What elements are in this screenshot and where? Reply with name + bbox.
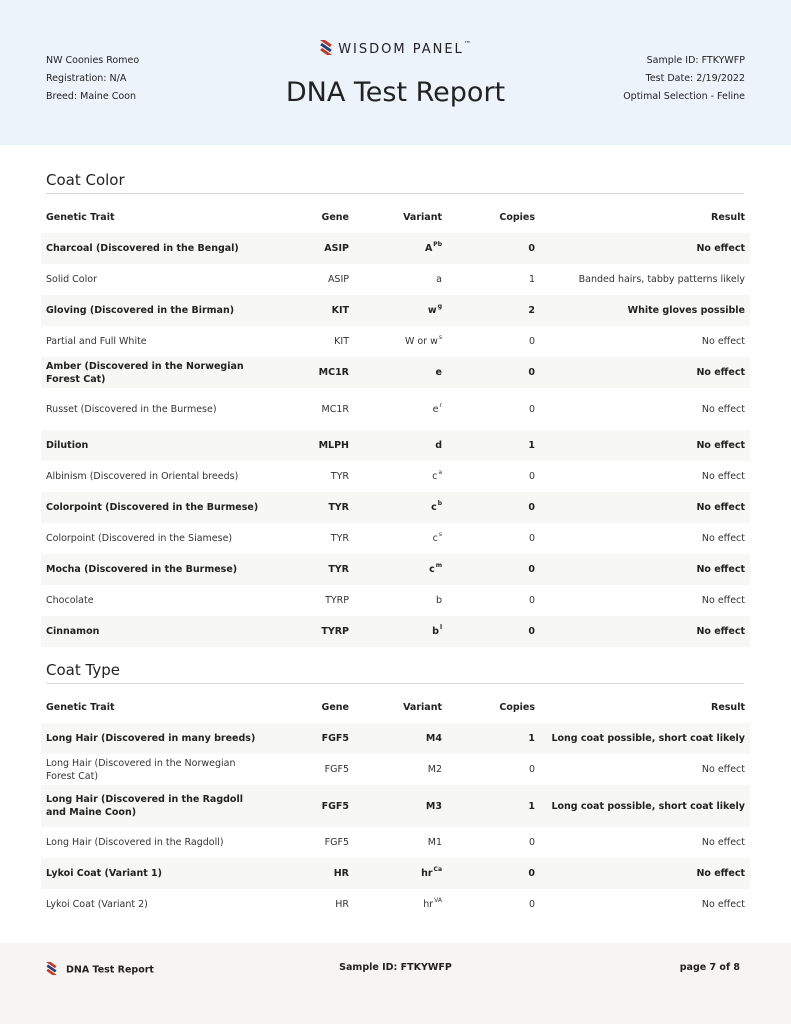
table-row (41, 295, 750, 326)
variant-superscript: l (439, 624, 442, 631)
table-row (41, 754, 750, 785)
variant-superscript: r (439, 401, 442, 409)
variant-cell (349, 754, 442, 785)
copies-text: 1 (528, 274, 535, 285)
gene-cell (259, 295, 349, 326)
gene-cell (259, 585, 349, 616)
gene-cell (259, 233, 349, 264)
variant-text: b (432, 626, 439, 637)
variant-text: d (435, 440, 442, 451)
table-row (41, 585, 750, 616)
trait-cell (41, 585, 259, 616)
header-copies: Copies (499, 212, 535, 223)
gene-cell (259, 723, 349, 754)
table-row (41, 233, 750, 264)
copies-cell (442, 326, 535, 357)
variant-text: hr (423, 899, 434, 910)
variant-cell (349, 523, 442, 554)
gene-text: MLPH (318, 440, 349, 451)
variant-text: a (436, 274, 442, 285)
table-row (41, 326, 750, 357)
trait-cell (41, 889, 259, 920)
trait-text: Long Hair (Discovered in the Norwegian Forest Cat) (46, 757, 236, 782)
variant-text: e (432, 403, 439, 415)
gene-text: MC1R (321, 403, 349, 415)
gene-cell (259, 264, 349, 295)
variant-text: c (429, 564, 435, 575)
result-cell (535, 785, 750, 827)
variant-text: M2 (427, 764, 442, 775)
variant-cell (349, 723, 442, 754)
variant-cell (349, 461, 442, 492)
copies-cell (442, 889, 535, 920)
copies-cell (442, 585, 535, 616)
variant-cell (349, 585, 442, 616)
gene-text: ASIP (324, 243, 349, 254)
trait-cell (41, 858, 259, 889)
gene-text: FGF5 (324, 837, 349, 848)
wisdom-panel-logo-icon (320, 40, 332, 59)
table-row (41, 357, 750, 388)
footer-page-number: page 7 of 8 (679, 962, 740, 973)
result-cell (535, 492, 750, 523)
result-cell (535, 858, 750, 889)
cat-name: NW Coonies Romeo (46, 55, 140, 66)
registration: Registration: N/A (46, 73, 127, 84)
trait-text: Partial and Full White (46, 336, 147, 347)
gene-cell (259, 357, 349, 388)
trait-text: Lykoi Coat (Variant 1) (46, 868, 163, 879)
gene-text: TYR (328, 564, 349, 575)
trait-text: Chocolate (46, 595, 94, 606)
variant-superscript: a (438, 469, 442, 476)
brand-name: WISDOM PANEL (338, 42, 464, 57)
header-variant: Variant (403, 702, 442, 713)
result-text: No effect (701, 899, 745, 910)
result-cell (535, 430, 750, 461)
variant-text: A (424, 243, 433, 254)
gene-text: ASIP (327, 274, 349, 285)
variant-text: M4 (425, 733, 442, 744)
copies-cell (442, 295, 535, 326)
result-cell (535, 827, 750, 858)
gene-text: TYR (330, 533, 349, 544)
table-row (41, 461, 750, 492)
result-text: No effect (696, 626, 745, 637)
result-cell (535, 388, 750, 430)
copies-text: 0 (528, 471, 535, 482)
copies-cell (442, 461, 535, 492)
result-text: No effect (701, 533, 745, 544)
result-text: Banded hairs, tabby patterns likely (578, 274, 745, 285)
copies-text: 0 (528, 868, 535, 879)
variant-text: M1 (427, 837, 442, 848)
report-header (0, 0, 791, 145)
gene-text: FGF5 (321, 800, 349, 812)
variant-cell (349, 357, 442, 388)
result-text: White gloves possible (627, 305, 745, 316)
result-text: No effect (696, 367, 745, 378)
copies-cell (442, 233, 535, 264)
copies-text: 1 (528, 733, 535, 744)
coat-type-title: Coat Type (46, 661, 744, 684)
gene-text: FGF5 (324, 764, 349, 775)
variant-cell (349, 827, 442, 858)
trait-cell (41, 754, 259, 785)
trait-text: Russet (Discovered in the Burmese) (46, 403, 217, 415)
result-text: No effect (696, 868, 745, 879)
trait-cell (41, 388, 259, 430)
result-cell (535, 554, 750, 585)
gene-cell (259, 889, 349, 920)
gene-cell (259, 388, 349, 430)
variant-cell (349, 430, 442, 461)
result-cell (535, 264, 750, 295)
trait-cell (41, 523, 259, 554)
trait-cell (41, 554, 259, 585)
result-text: No effect (696, 243, 745, 254)
gene-text: MC1R (318, 367, 349, 378)
variant-cell (349, 264, 442, 295)
trait-text: Charcoal (Discovered in the Bengal) (46, 243, 239, 254)
sample-id: Sample ID: FTKYWFP (646, 55, 745, 66)
sample-info (623, 52, 745, 106)
table-row (41, 616, 750, 647)
result-cell (535, 585, 750, 616)
result-text: No effect (696, 564, 745, 575)
gene-cell (259, 326, 349, 357)
variant-cell (349, 554, 442, 585)
variant-text: b (435, 595, 442, 606)
variant-cell (349, 858, 442, 889)
table-row (41, 430, 750, 461)
gene-text: KIT (334, 336, 349, 347)
trait-cell (41, 492, 259, 523)
header-gene: Gene (321, 702, 349, 713)
copies-text: 0 (528, 837, 535, 848)
trait-text: Amber (Discovered in the Norwegian Forest Cat) (46, 360, 244, 385)
result-text: No effect (701, 595, 745, 606)
gene-cell (259, 492, 349, 523)
copies-text: 1 (528, 800, 535, 812)
result-cell (535, 754, 750, 785)
result-cell (535, 326, 750, 357)
gene-cell (259, 523, 349, 554)
variant-cell (349, 326, 442, 357)
table-row (41, 889, 750, 920)
trait-text: Colorpoint (Discovered in the Siamese) (46, 533, 233, 544)
copies-cell (442, 827, 535, 858)
header-variant: Variant (403, 212, 442, 223)
trait-text: Mocha (Discovered in the Burmese) (46, 564, 238, 575)
variant-text: W or w (404, 336, 438, 347)
result-cell (535, 523, 750, 554)
table-header-row (41, 692, 750, 723)
copies-cell (442, 554, 535, 585)
copies-text: 0 (528, 764, 535, 775)
copies-text: 0 (528, 502, 535, 513)
gene-cell (259, 827, 349, 858)
gene-text: TYR (328, 502, 349, 513)
gene-cell (259, 754, 349, 785)
copies-text: 0 (528, 899, 535, 910)
result-cell (535, 889, 750, 920)
variant-cell (349, 233, 442, 264)
copies-cell (442, 357, 535, 388)
result-text: No effect (701, 403, 745, 415)
copies-cell (442, 523, 535, 554)
copies-text: 0 (528, 626, 535, 637)
footer-title: DNA Test Report (66, 964, 154, 976)
variant-superscript: s (438, 334, 442, 341)
copies-cell (442, 785, 535, 827)
copies-text: 0 (528, 336, 535, 347)
result-text: No effect (696, 502, 745, 513)
trait-text: Lykoi Coat (Variant 2) (46, 899, 148, 910)
panel-name: Optimal Selection - Feline (623, 91, 745, 102)
variant-text: c (431, 502, 437, 513)
header-genetic-trait: Genetic Trait (46, 702, 115, 713)
result-text: No effect (701, 336, 745, 347)
copies-cell (442, 264, 535, 295)
coat-color-table (41, 202, 750, 647)
gene-cell (259, 430, 349, 461)
table-row (41, 388, 750, 430)
gene-text: KIT (331, 305, 349, 316)
gene-text: HR (333, 868, 349, 879)
variant-text: M3 (425, 800, 442, 812)
gene-text: TYR (330, 471, 349, 482)
copies-text: 2 (528, 305, 535, 316)
trait-text: Dilution (46, 440, 89, 451)
variant-cell (349, 616, 442, 647)
trait-text: Albinism (Discovered in Oriental breeds) (46, 471, 239, 482)
copies-cell (442, 492, 535, 523)
trait-text: Solid Color (46, 274, 97, 285)
gene-cell (259, 461, 349, 492)
variant-superscript: VA (434, 897, 442, 904)
copies-text: 0 (528, 533, 535, 544)
variant-text: e (435, 367, 442, 378)
variant-cell (349, 295, 442, 326)
copies-text: 0 (528, 403, 535, 415)
test-date: Test Date: 2/19/2022 (645, 73, 745, 84)
copies-cell (439, 388, 535, 430)
gene-text: HR (335, 899, 349, 910)
trait-text: Gloving (Discovered in the Birman) (46, 305, 235, 316)
result-cell (535, 233, 750, 264)
variant-cell (349, 889, 442, 920)
table-row (41, 858, 750, 889)
result-text: No effect (701, 837, 745, 848)
trait-cell (41, 233, 259, 264)
gene-cell (259, 785, 349, 827)
header-result: Result (711, 702, 745, 713)
variant-text: c (432, 533, 438, 544)
result-cell (535, 295, 750, 326)
result-cell (535, 357, 750, 388)
header-copies: Copies (499, 702, 535, 713)
table-row (41, 492, 750, 523)
copies-text: 0 (528, 595, 535, 606)
table-row (41, 264, 750, 295)
trait-cell (41, 264, 259, 295)
copies-cell (442, 858, 535, 889)
copies-cell (442, 723, 535, 754)
footer-sample-id: Sample ID: FTKYWFP (339, 962, 452, 973)
variant-text: c (432, 471, 438, 482)
table-row (41, 554, 750, 585)
trait-cell (41, 326, 259, 357)
table-row (41, 523, 750, 554)
variant-superscript: m (435, 562, 442, 569)
variant-cell (349, 785, 442, 827)
gene-cell (259, 616, 349, 647)
variant-superscript: b (437, 500, 442, 507)
result-text: Long coat possible, short coat likely (551, 733, 745, 744)
copies-cell (442, 430, 535, 461)
copies-text: 0 (528, 243, 535, 254)
result-text: No effect (701, 764, 745, 775)
trait-cell (41, 430, 259, 461)
table-row (41, 785, 750, 827)
result-cell (535, 461, 750, 492)
result-cell (535, 723, 750, 754)
variant-superscript: s (438, 531, 442, 538)
gene-text: TYRP (321, 626, 349, 637)
table-header-row (41, 202, 750, 233)
report-title: DNA Test Report (285, 77, 506, 108)
trait-cell (41, 295, 259, 326)
trait-cell (41, 616, 259, 647)
variant-text: w (427, 305, 437, 316)
table-row (41, 827, 750, 858)
trait-cell (41, 785, 259, 827)
trait-text: Long Hair (Discovered in the Ragdoll and Maine Coon) (46, 794, 243, 818)
copies-text: 0 (528, 564, 535, 575)
variant-superscript: g (437, 303, 442, 310)
result-text: No effect (696, 440, 745, 451)
breed: Breed: Maine Coon (46, 91, 136, 102)
variant-cell (349, 388, 442, 430)
copies-text: 1 (528, 440, 535, 451)
result-text: Long coat possible, short coat likely (551, 800, 745, 812)
result-cell (535, 616, 750, 647)
trait-text: Cinnamon (46, 626, 100, 637)
header-gene: Gene (321, 212, 349, 223)
trademark: ™ (463, 40, 471, 48)
result-text: No effect (701, 471, 745, 482)
trait-text: Long Hair (Discovered in the Ragdoll) (46, 837, 224, 848)
trait-cell (41, 357, 259, 388)
table-row (41, 723, 750, 754)
gene-text: FGF5 (321, 733, 349, 744)
variant-text: hr (421, 868, 433, 879)
copies-text: 0 (528, 367, 535, 378)
trait-text: Colorpoint (Discovered in the Burmese) (46, 502, 259, 513)
trait-text: Long Hair (Discovered in many breeds) (46, 733, 256, 744)
coat-type-table (41, 692, 750, 920)
variant-superscript: Ca (433, 866, 442, 873)
header-result: Result (711, 212, 745, 223)
trait-cell (41, 461, 259, 492)
coat-color-title: Coat Color (46, 171, 744, 194)
variant-superscript: Pb (433, 241, 442, 248)
trait-cell (41, 723, 259, 754)
gene-cell (259, 858, 349, 889)
gene-text: TYRP (325, 595, 349, 606)
gene-cell (259, 554, 349, 585)
report-footer (0, 943, 791, 1024)
variant-cell (349, 492, 442, 523)
copies-cell (439, 616, 535, 647)
copies-cell (442, 754, 535, 785)
header-genetic-trait: Genetic Trait (46, 212, 115, 223)
trait-cell (41, 827, 259, 858)
